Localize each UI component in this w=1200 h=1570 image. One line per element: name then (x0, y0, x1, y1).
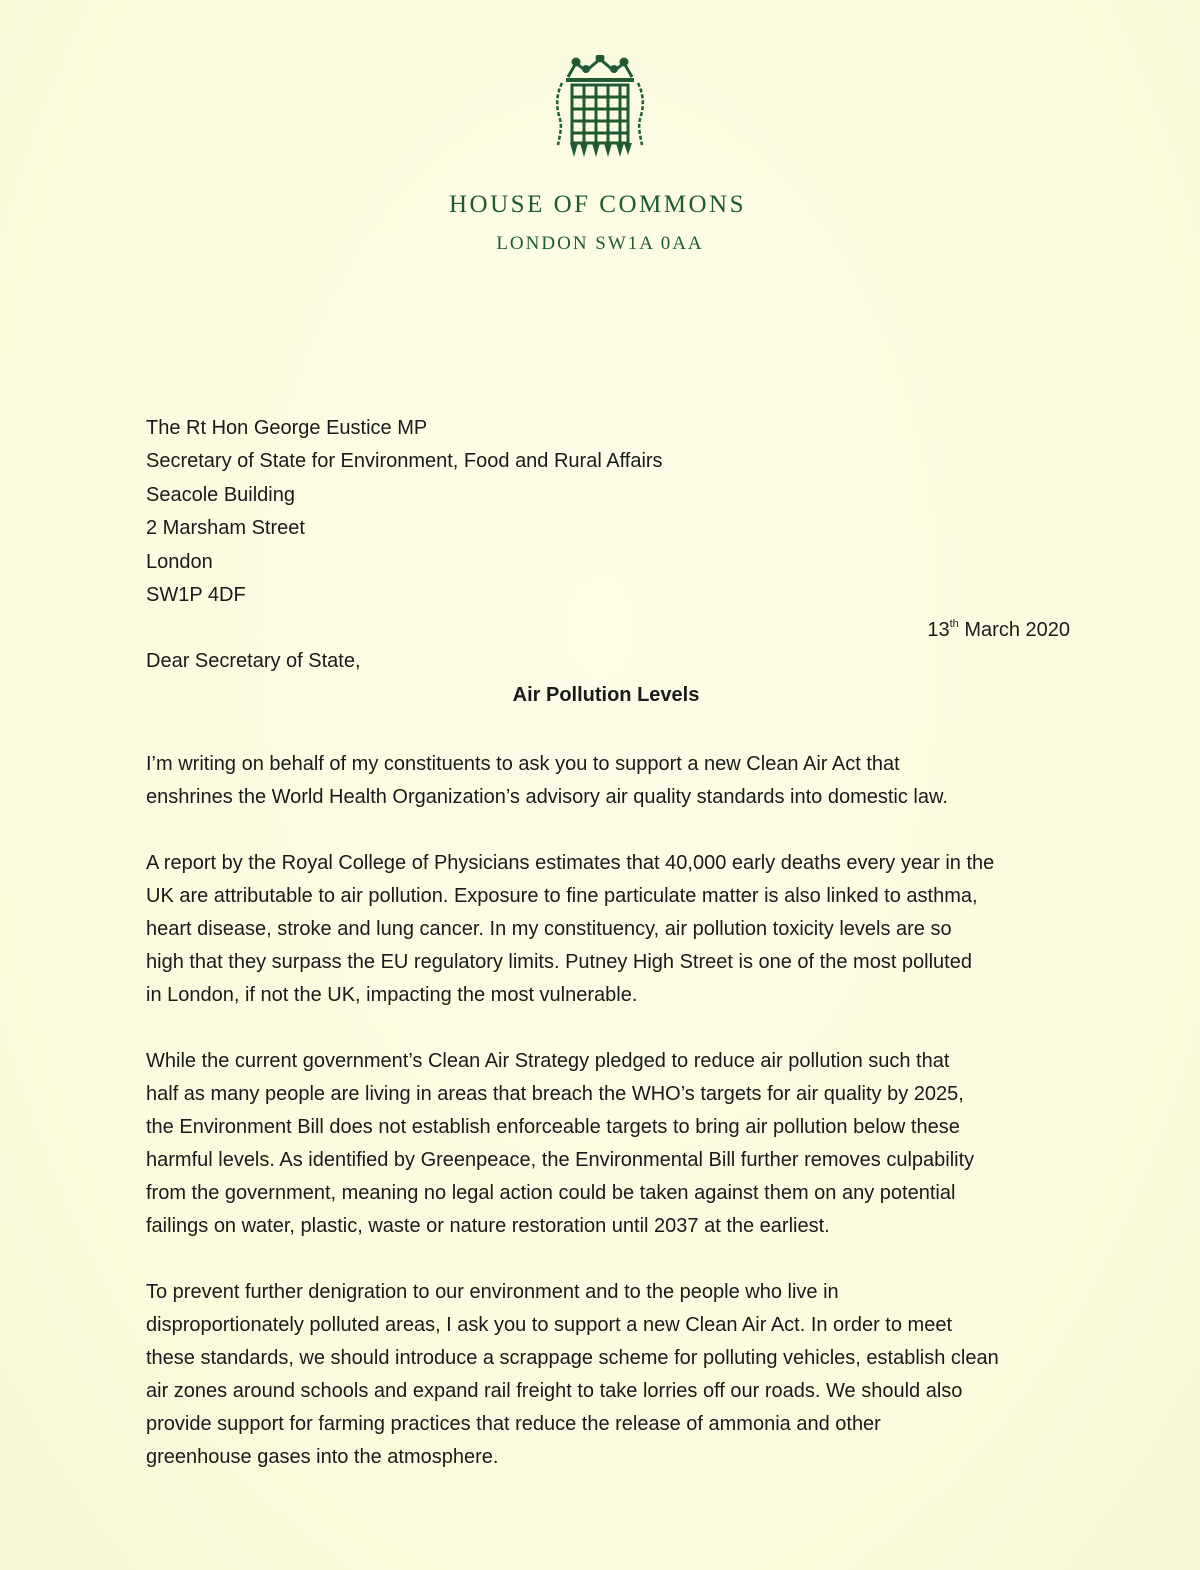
letter-body (146, 748, 1076, 1507)
paragraph-line: I’m writing on behalf of my constituents to ask you to support a new Clean Air Act that (146, 753, 900, 775)
paragraph-line: from the government, meaning no legal action could be taken against them on any potential (146, 1182, 956, 1204)
recipient-line: SW1P 4DF (146, 584, 246, 607)
date-month-year: March 2020 (964, 619, 1070, 641)
paragraph-line: heart disease, stroke and lung cancer. In my constituency, air pollution toxicity levels are so (146, 918, 952, 940)
portcullis-icon (554, 55, 646, 163)
recipient-line: London (146, 550, 213, 573)
paragraph (146, 748, 1076, 814)
institution-name: HOUSE OF COMMONS (449, 191, 746, 218)
paragraph-line: these standards, we should introduce a scrappage scheme for polluting vehicles, establish clean (146, 1347, 999, 1369)
institution-address: LONDON SW1A 0AA (496, 233, 704, 254)
salutation: Dear Secretary of State, (146, 650, 361, 672)
recipient-address (146, 412, 663, 612)
paragraph-line: half as many people are living in areas that breach the WHO’s targets for air quality by 2025, (146, 1083, 964, 1105)
paragraph-line: the Environment Bill does not establish enforceable targets to bring air pollution below these (146, 1116, 960, 1138)
paragraph-line: UK are attributable to air pollution. Exposure to fine particulate matter is also linked to asthma, (146, 885, 978, 907)
letter-date (927, 618, 1070, 642)
paragraph-line: air zones around schools and expand rail freight to take lorries off our roads. We should also (146, 1380, 963, 1402)
date-day: 13 (927, 619, 950, 641)
paragraph-line: in London, if not the UK, impacting the most vulnerable. (146, 984, 638, 1006)
paragraph-line: high that they surpass the EU regulatory limits. Putney High Street is one of the most polluted (146, 951, 972, 973)
recipient-line: 2 Marsham Street (146, 517, 305, 540)
date-suffix: th (949, 618, 959, 630)
recipient-line: The Rt Hon George Eustice MP (146, 417, 428, 439)
recipient-line: Secretary of State for Environment, Food and Rural Affairs (146, 450, 663, 473)
paragraph-line: While the current government’s Clean Air Strategy pledged to reduce air pollution such that (146, 1050, 950, 1072)
paragraph-line: enshrines the World Health Organization’s advisory air quality standards into domestic law. (146, 786, 948, 808)
paragraph-line: harmful levels. As identified by Greenpeace, the Environmental Bill further removes culpability (146, 1149, 975, 1171)
paragraph (146, 1045, 1076, 1243)
recipient-line: Seacole Building (146, 483, 295, 506)
paragraph (146, 1276, 1076, 1474)
paragraph-line: disproportionately polluted areas, I ask you to support a new Clean Air Act. In order to meet (146, 1314, 953, 1336)
paragraph-line: A report by the Royal College of Physicians estimates that 40,000 early deaths every year in the (146, 852, 995, 874)
paragraph-line: provide support for farming practices that reduce the release of ammonia and other (146, 1413, 881, 1435)
paragraph-line: To prevent further denigration to our environment and to the people who live in (146, 1281, 839, 1303)
letter-subject: Air Pollution Levels (512, 684, 700, 706)
paragraph-line: failings on water, plastic, waste or nature restoration until 2037 at the earliest. (146, 1215, 830, 1237)
paragraph (146, 847, 1076, 1012)
letterhead (0, 55, 1200, 255)
paragraph-line: greenhouse gases into the atmosphere. (146, 1446, 499, 1468)
